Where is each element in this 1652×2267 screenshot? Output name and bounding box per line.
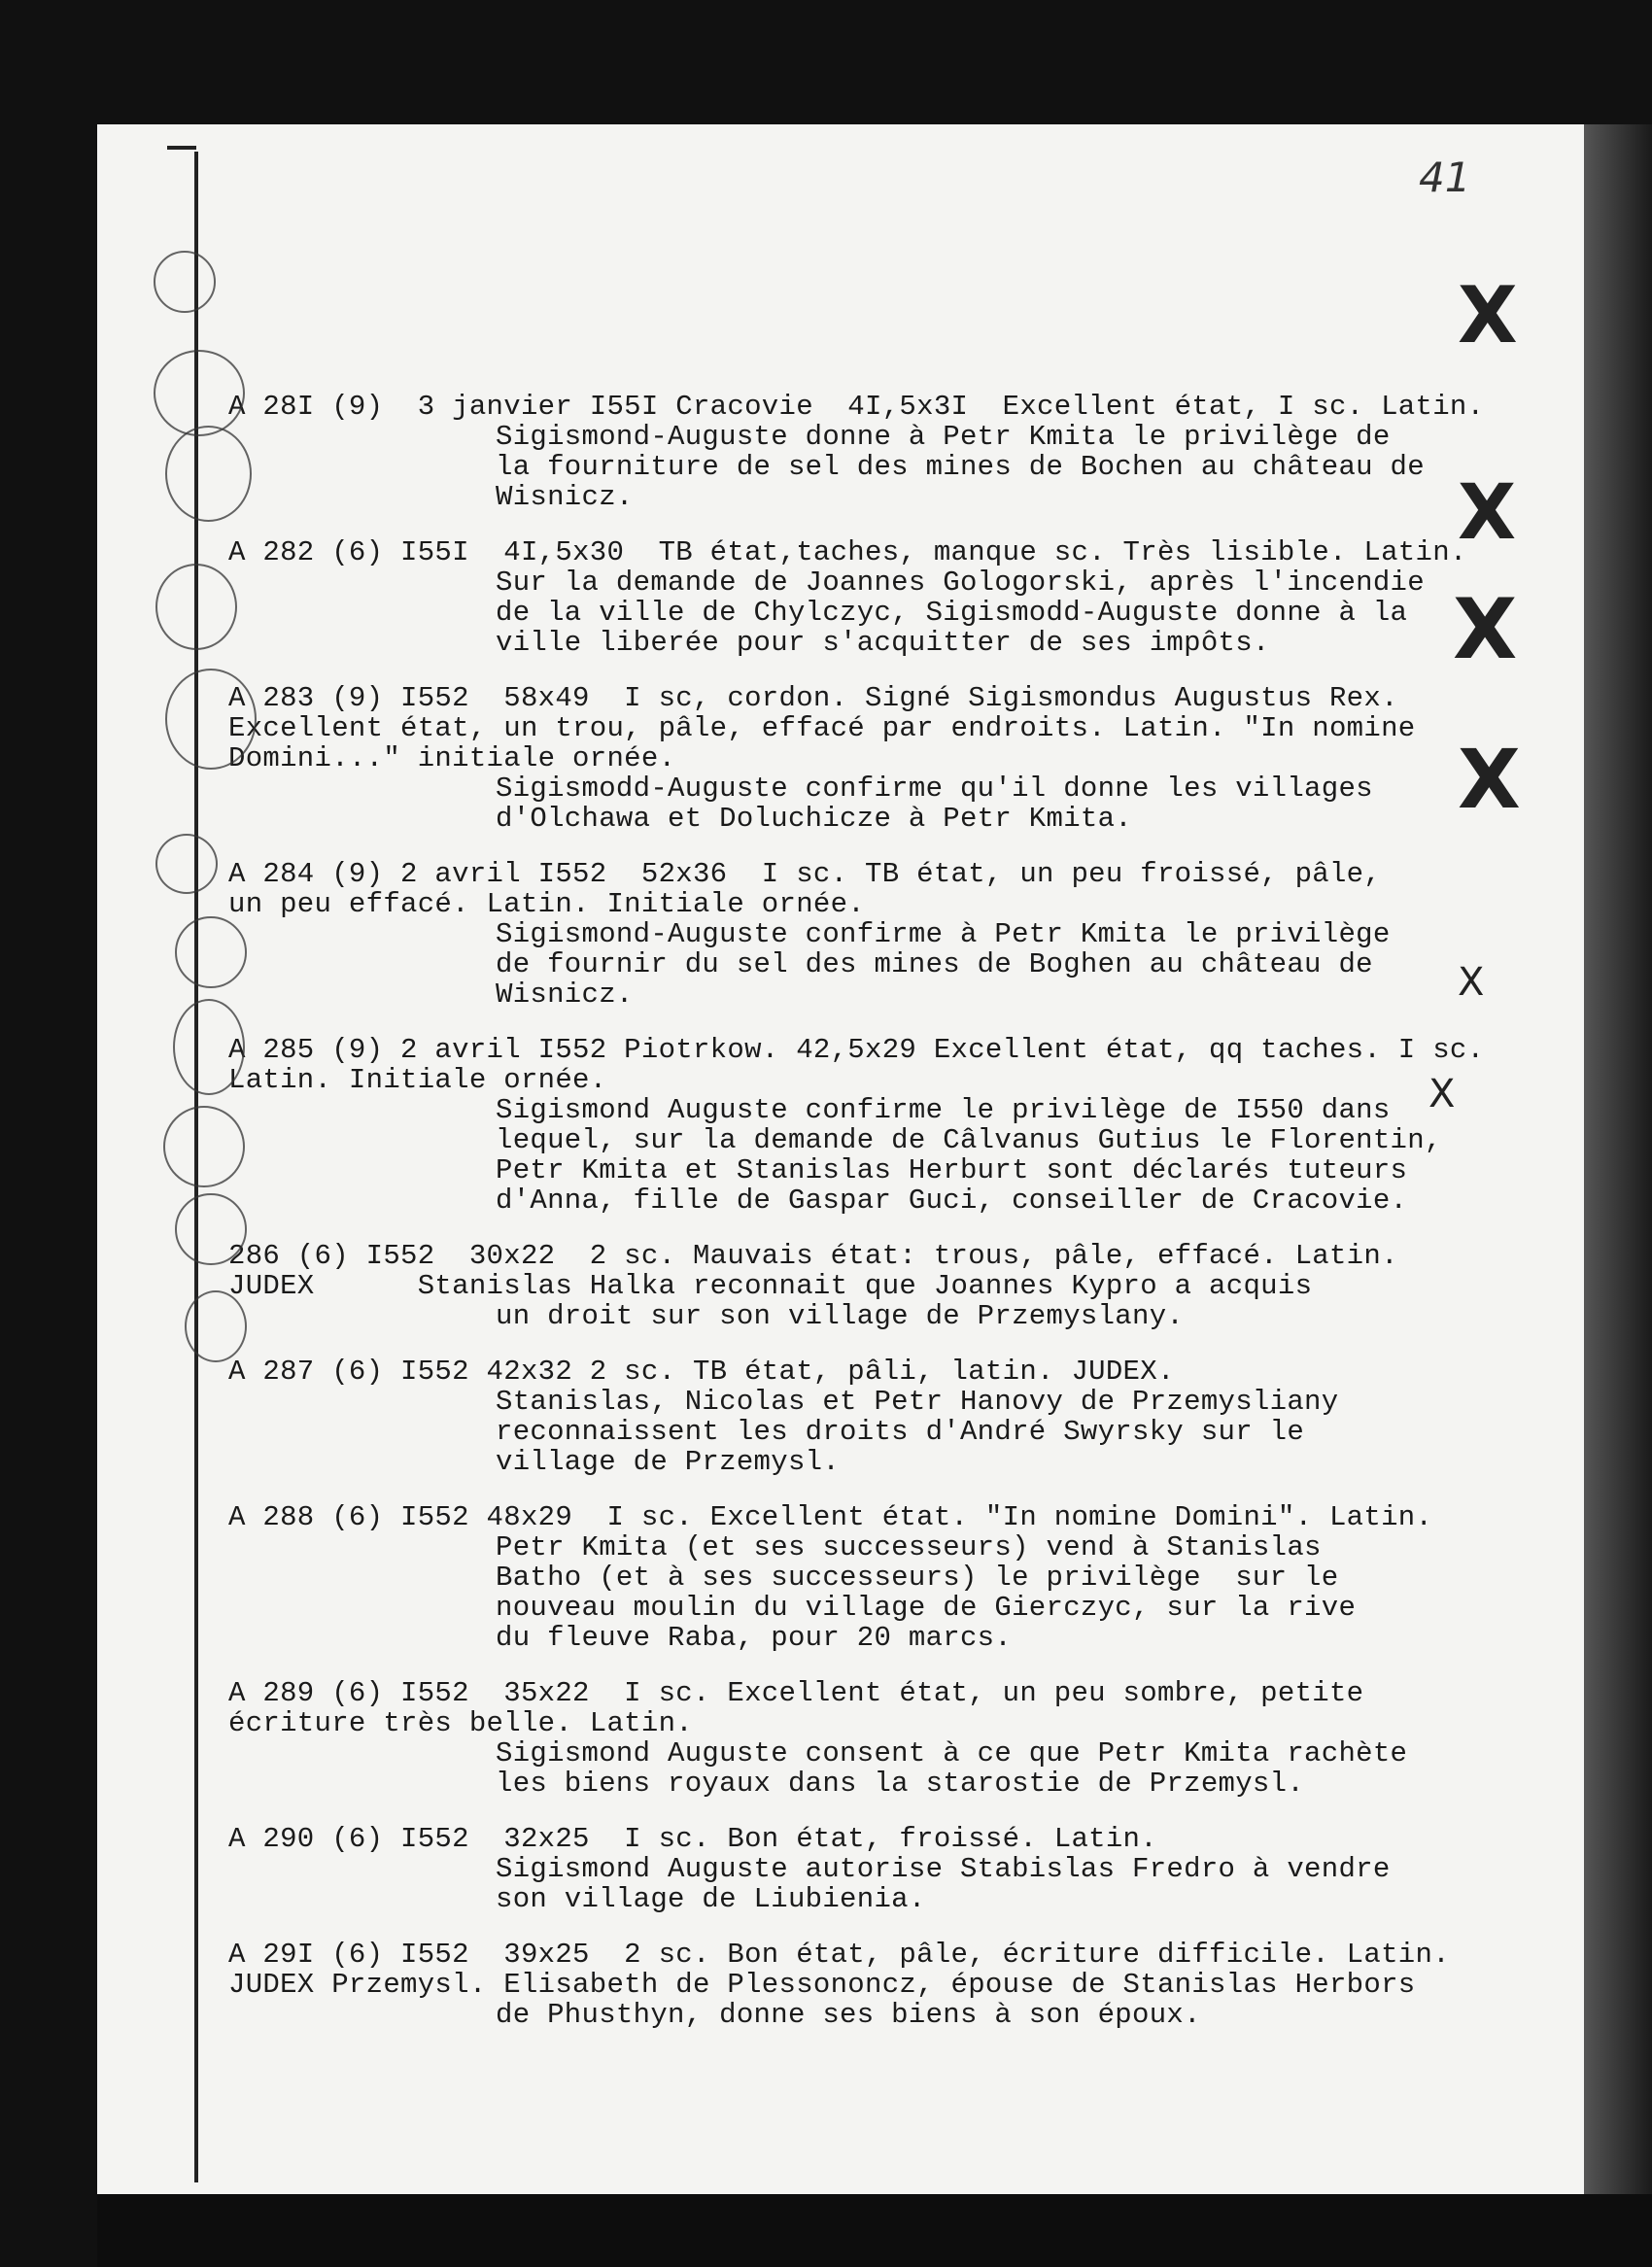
entry-line: Domini..." initiale ornée. xyxy=(228,742,676,774)
entry-line: A 287 (6) I552 42x32 2 sc. TB état, pâli, latin. JUDEX. xyxy=(228,1356,1175,1388)
scan-edge-right xyxy=(1584,124,1652,2267)
entry-line: A 28I (9) 3 janvier I55I Cracovie 4I,5x3I Excellent état, I sc. Latin. xyxy=(228,391,1485,423)
handwritten-x-mark: X xyxy=(1453,581,1518,678)
entry-line: ville liberée pour s'acquitter de ses impôts. xyxy=(496,627,1270,659)
entry-line: Batho (et à ses successeurs) le privilège sur le xyxy=(496,1562,1339,1594)
entry-line: A 288 (6) I552 48x29 I sc. Excellent état. "In nomine Domini". Latin. xyxy=(228,1501,1433,1533)
entry-line: Sur la demande de Joannes Gologorski, après l'incendie xyxy=(496,567,1425,599)
entry-line: Sigismond-Auguste donne à Petr Kmita le privilège de xyxy=(496,421,1391,453)
handwritten-x-mark: X xyxy=(1458,732,1521,827)
entry-line: de fournir du sel des mines de Boghen au château de xyxy=(496,948,1373,980)
entry-line: écriture très belle. Latin. xyxy=(228,1707,693,1739)
entry-line: Petr Kmita (et ses successeurs) vend à Stanislas xyxy=(496,1531,1322,1563)
handwritten-circle xyxy=(175,1193,247,1265)
entry-line: A 283 (9) I552 58x49 I sc, cordon. Signé Sigismondus Augustus Rex. xyxy=(228,682,1398,714)
scan-edge-bottom xyxy=(97,2194,1652,2267)
entry-line: A 290 (6) I552 32x25 I sc. Bon état, froissé. Latin. xyxy=(228,1823,1157,1855)
catalog-entry xyxy=(228,1940,1574,2030)
entry-line: Sigismond Auguste confirme le privilège de I550 dans xyxy=(496,1094,1391,1126)
entry-line: Petr Kmita et Stanislas Herburt sont déclarés tuteurs xyxy=(496,1154,1408,1186)
entry-line: Latin. Initiale ornée. xyxy=(228,1064,607,1096)
handwritten-circle xyxy=(173,999,245,1095)
handwritten-circle xyxy=(165,669,257,770)
entry-line: du fleuve Raba, pour 20 marcs. xyxy=(496,1622,1013,1654)
entry-line: les biens royaux dans la starostie de Przemysl. xyxy=(496,1768,1305,1800)
entry-line: reconnaissent les droits d'André Swyrsky sur le xyxy=(496,1416,1305,1448)
handwritten-circle xyxy=(155,564,237,650)
entry-line: 286 (6) I552 30x22 2 sc. Mauvais état: trous, pâle, effacé. Latin. xyxy=(228,1240,1398,1272)
handwritten-x-mark: X xyxy=(1458,270,1518,361)
catalog-entry xyxy=(228,1035,1574,1216)
entry-list xyxy=(228,392,1574,2055)
handwritten-circle xyxy=(155,834,218,894)
entry-line: Sigismond-Auguste confirme à Petr Kmita le privilège xyxy=(496,918,1391,950)
document-sheet xyxy=(97,124,1584,2194)
entry-line: Wisnicz. xyxy=(496,979,634,1011)
catalog-entry xyxy=(228,1502,1574,1653)
catalog-entry xyxy=(228,683,1574,834)
entry-line: A 29I (6) I552 39x25 2 sc. Bon état, pâle, écriture difficile. Latin. xyxy=(228,1939,1450,1971)
catalog-entry xyxy=(228,392,1574,512)
handwritten-circle xyxy=(175,916,247,988)
entry-line: de Phusthyn, donne ses biens à son époux. xyxy=(496,1999,1201,2031)
handwritten-circle xyxy=(154,350,245,436)
handwritten-x-mark: X xyxy=(1458,960,1485,1005)
entry-line: Sigismodd-Auguste confirme qu'il donne les villages xyxy=(496,773,1373,805)
catalog-entry xyxy=(228,1678,1574,1799)
entry-line: la fourniture de sel des mines de Bochen au château de xyxy=(496,451,1425,483)
entry-line: village de Przemysl. xyxy=(496,1446,841,1478)
entry-line: un droit sur son village de Przemyslany. xyxy=(496,1300,1185,1332)
handwritten-circle xyxy=(154,251,216,313)
handwritten-circle xyxy=(185,1290,247,1362)
entry-line: Excellent état, un trou, pâle, effacé par endroits. Latin. "In nomine xyxy=(228,712,1416,744)
catalog-entry xyxy=(228,1824,1574,1914)
entry-line: un peu effacé. Latin. Initiale ornée. xyxy=(228,888,866,920)
entry-line: JUDEX Stanislas Halka reconnait que Joannes Kypro a acquis xyxy=(228,1270,1313,1302)
entry-line: A 282 (6) I55I 4I,5x30 TB état,taches, manque sc. Très lisible. Latin. xyxy=(228,536,1467,568)
catalog-entry xyxy=(228,859,1574,1010)
entry-line: A 289 (6) I552 35x22 I sc. Excellent état, un peu sombre, petite xyxy=(228,1677,1364,1709)
entry-line: nouveau moulin du village de Gierczyc, sur la rive xyxy=(496,1592,1357,1624)
entry-line: lequel, sur la demande de Câlvanus Gutius le Florentin, xyxy=(496,1124,1442,1156)
entry-line: Sigismond Auguste consent à ce que Petr Kmita rachète xyxy=(496,1737,1408,1769)
entry-line: Stanislas, Nicolas et Petr Hanovy de Przemysliany xyxy=(496,1386,1339,1418)
page-number: 41 xyxy=(1419,154,1471,201)
handwritten-circle xyxy=(165,426,252,522)
handwritten-x-mark: X xyxy=(1428,1072,1456,1116)
margin-tick xyxy=(167,146,196,150)
entry-line: d'Anna, fille de Gaspar Guci, conseiller de Cracovie. xyxy=(496,1185,1408,1217)
entry-line: son village de Liubienia. xyxy=(496,1883,926,1915)
handwritten-circle xyxy=(163,1106,245,1187)
entry-line: Sigismond Auguste autorise Stabislas Fredro à vendre xyxy=(496,1853,1391,1885)
entry-line: A 285 (9) 2 avril I552 Piotrkow. 42,5x29 Excellent état, qq taches. I sc. xyxy=(228,1034,1485,1066)
catalog-entry xyxy=(228,1357,1574,1477)
entry-line: Wisnicz. xyxy=(496,481,634,513)
entry-line: A 284 (9) 2 avril I552 52x36 I sc. TB état, un peu froissé, pâle, xyxy=(228,858,1382,890)
entry-line: d'Olchawa et Doluchicze à Petr Kmita. xyxy=(496,803,1133,835)
catalog-entry xyxy=(228,537,1574,658)
catalog-entry xyxy=(228,1241,1574,1331)
entry-line: JUDEX Przemysl. Elisabeth de Plessononcz, épouse de Stanislas Herbors xyxy=(228,1969,1416,2001)
entry-line: de la ville de Chylczyc, Sigismodd-Auguste donne à la xyxy=(496,597,1408,629)
handwritten-x-mark: X xyxy=(1458,469,1517,557)
